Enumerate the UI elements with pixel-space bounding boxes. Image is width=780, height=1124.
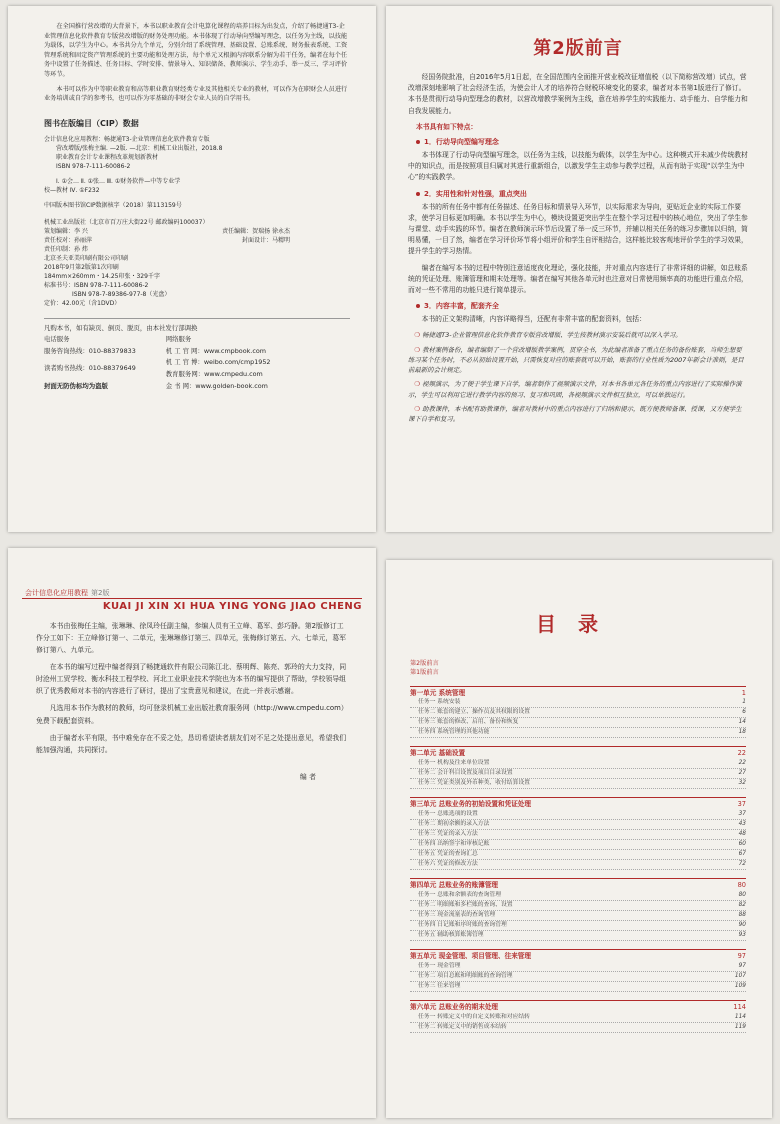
header-book-title: 会计信息化应用教程 第2版	[25, 589, 110, 597]
toc-task[interactable]	[410, 982, 746, 992]
toc-unit[interactable]	[410, 1000, 746, 1013]
toc-unit[interactable]	[410, 686, 746, 699]
cip-block	[44, 135, 350, 210]
signature: 编 者	[299, 772, 316, 781]
preface-paragraph: 在本书的编写过程中编者得到了畅捷通软件有限公司陈江北、蔡明辉、陈亮、郭玲的大力支持，同时沧州工贸学校、衡水科技工程学校、河北工业职业技术学院也为本书的编写提供了帮助，学校领导组织了优秀教师对本书的内容进行了研讨，提出了宝贵意见和建议，在此一并表示感谢。	[36, 663, 347, 696]
section-heading: 3．内容丰富，配套齐全	[416, 301, 748, 311]
toc-preface-entry[interactable]: 第1版前言	[410, 669, 439, 677]
intro-paragraph-2: 本书可以作为中等职业教育和高等职业教育财经类专业及其他相关专业的教材，可以作为在职财会人员进行业务培训或自学的参考书，也可以作为零基础的非财会专业人员的自学用书。	[44, 85, 348, 103]
toc-unit-page: 37	[737, 800, 746, 809]
toc-task-page: 67	[738, 851, 746, 858]
editor-label: 责任编辑：	[222, 227, 253, 235]
toc-unit-name: 第二单元 基础设置	[410, 749, 466, 758]
isbn-standard: 标准书号：ISBN 978-7-111-60086-2	[44, 281, 149, 289]
toc-unit-name: 第六单元 总账业务的期末处理	[410, 1002, 499, 1011]
toc-task[interactable]	[410, 962, 746, 972]
preface-intro: 经国务院批准，自2016年5月1日起，在全国范围内全面推开营业税改征增值税（以下简称营改增）试点，营改增深刻地影响了社会经济生活，为使会计人才的培养符合财税环境变化的要求，编者对本书第1版进行了修订。本书是贯彻行动导向型理念的教材，以营改增教学案例为主线，意在培养学生的实践能力、动手能力、自学能力和自我发展能力。	[408, 73, 748, 115]
toc-task-name: 任务三 往来管理	[418, 982, 461, 989]
toc-task-name: 任务二 明细账和多栏账的查询、设置	[418, 901, 513, 908]
toc-task-page: 22	[738, 760, 746, 767]
printer: 北京圣夫亚美印刷有限公司印刷	[44, 254, 129, 262]
service-line: 机 工 官 网：www.cmpbook.com	[165, 346, 266, 355]
bullet-item	[408, 330, 748, 340]
toc-task-page: 88	[738, 911, 746, 918]
cip-number: 中国版本图书馆CIP数据核字（2018）第113159号	[44, 201, 182, 209]
toc-task-name: 任务二 转账定义中的销售成本结转	[418, 1023, 507, 1030]
toc-page	[386, 560, 772, 1118]
toc-task-name: 任务二 会计科目设置及项目目录设置	[418, 770, 513, 777]
toc-task-name: 任务二 账套的建立、操作员及其权限的设置	[418, 709, 530, 716]
bullet-item	[408, 404, 748, 425]
header-rule	[22, 598, 362, 599]
editor-label: 责任校对：	[44, 236, 75, 244]
edition: 2018年9月第2版第1次印刷	[44, 263, 119, 271]
circle-bullet-icon: ❍	[414, 345, 421, 354]
toc-task[interactable]	[410, 1013, 746, 1023]
toc-task[interactable]	[410, 840, 746, 850]
editor-value: 马精明	[271, 236, 290, 244]
toc-task-name: 任务三 现金流量表的查询管理	[418, 911, 496, 918]
toc-task[interactable]	[410, 708, 746, 718]
notice: 凡购本书，如有缺页、倒页、脱页，由本社发行部调换	[44, 323, 198, 332]
header-edition: 第2版	[91, 589, 110, 597]
editor-row	[44, 227, 350, 236]
toc-task-page: 6	[742, 709, 746, 716]
toc-task[interactable]	[410, 718, 746, 728]
editor-row	[44, 236, 350, 245]
toc-task-page: 90	[738, 921, 746, 928]
toc-task-name: 任务五 凭证的查询汇总	[418, 851, 478, 858]
bullet-item	[408, 345, 748, 376]
toc-task[interactable]	[410, 830, 746, 840]
section-heading: 2．实用性和针对性强，重点突出	[416, 189, 748, 199]
toc-task-page: 60	[738, 841, 746, 848]
toc-unit-name: 第四单元 总账业务的账簿管理	[410, 881, 499, 890]
preface-title: 第2版前言	[533, 38, 623, 59]
service-line: 教育服务网：www.cmpedu.com	[165, 370, 263, 378]
toc-task-name: 任务二 期初余额的录入方法	[418, 821, 490, 828]
running-header	[8, 588, 376, 612]
service-line: 服务咨询热线：010-88379833	[44, 346, 136, 355]
toc-task[interactable]	[410, 728, 746, 738]
notice-block	[44, 318, 350, 393]
toc-task-page: 14	[738, 719, 746, 726]
toc-unit-page: 97	[737, 951, 746, 960]
toc-unit-name: 第三单元 总账业务的初始设置和凭证处理	[410, 800, 531, 809]
toc-task-name: 任务一 转账定义中的自定义转账和对应结转	[418, 1013, 530, 1020]
bullet-text: 教材案例备份，编者编制了一个营改增版教学案例，贯穿全书，为此编者准备了重点任务的备份账套，当师生想要练习某个任务时，不必从初始设置开始，只需恢复对应的账套就可以开始，账套的行业性质为2007年新会计准则，是目前最新的会计规定。	[408, 345, 744, 375]
toc-unit[interactable]	[410, 746, 746, 759]
toc-task-page: 1	[742, 699, 746, 706]
toc-units	[410, 686, 746, 1033]
toc-task[interactable]	[410, 911, 746, 921]
toc-task-name: 任务三 凭证类别及外币种类、收付结算设置	[418, 780, 530, 787]
circle-bullet-icon: ❍	[414, 380, 421, 389]
section-paragraph: 本书体现了行动导向型编写理念，以任务为主线，以技能为载体，以学生为中心。这种模式开未减少传统教材中的知识点，而是按照项目归属对其进行重新组合，以激发学生主动参与教学过程，从而有助于实现“以学生为中心”的实践教学。	[408, 151, 748, 182]
toc-task[interactable]	[410, 850, 746, 860]
cip-title: 图书在版编目（CIP）数据	[44, 118, 139, 128]
toc-task[interactable]	[410, 810, 746, 820]
toc-task-page: 93	[738, 931, 746, 938]
bullet-text: 助教课件，本书配有助教课件，编者对教材中的重点内容进行了归纳和提示，既方便教师备课、授课，又方便学生课下自学和复习。	[408, 404, 742, 424]
section-paragraph: 编者在编写本书的过程中特别注意适度夜化理论，强化技能，并对重点内容进行了非常详细的讲解，如总账系统的凭证处理、账簿管理和期末处理等。编者在编写其他各单元时也注意对日常使用频率高的功能进行重点介绍，而对一些不常用的功能只进行简单提示。	[408, 263, 748, 295]
toc-task-name: 任务三 账套的修改、启用、备份和恢复	[418, 719, 519, 726]
service-line: 金 书 网：www.golden-book.com	[165, 381, 268, 390]
toc-task-page: 107	[734, 972, 746, 979]
copyright-page	[8, 6, 376, 532]
service-line: 电话服务	[44, 335, 70, 344]
toc-unit-name: 第一单元 系统管理	[410, 688, 466, 697]
publisher: 机械工业出版社（北京市百万庄大街22号 邮政编码100037）	[44, 218, 209, 226]
toc-unit[interactable]	[410, 878, 746, 891]
toc-task-name: 任务六 凭证的修改方法	[418, 861, 478, 868]
service-line: 读者购书热线：010-88379649	[44, 364, 136, 373]
toc-task[interactable]	[410, 820, 746, 830]
cip-line: 职业教育会计专业课程改革规划新教材	[56, 153, 159, 161]
preface-body	[8, 612, 376, 756]
toc-task-page: 18	[738, 729, 746, 736]
editor-value: 孙 炜	[74, 245, 88, 253]
cip-class: 校—教材 Ⅳ. ①F232	[44, 186, 100, 194]
cip-line: 会计信息化应用教程：畅捷通T3-企业管理信息化软件教育专版	[44, 135, 210, 143]
service-right	[166, 334, 271, 392]
service-left	[44, 334, 136, 392]
preface-continued-page	[8, 548, 376, 1118]
book-size: 184mm×260mm・14.25印张・329千字	[44, 272, 160, 280]
toc-title: 目录	[536, 612, 620, 636]
anti-piracy-note: 封面无防伪标均为盗版	[44, 382, 108, 390]
toc-task[interactable]	[410, 921, 746, 931]
toc-task-page: 119	[734, 1023, 746, 1030]
toc-task-page: 82	[738, 901, 746, 908]
toc-task[interactable]	[410, 901, 746, 911]
section-paragraph: 本书的所有任务中都有任务描述、任务目标和情景导入环节，以实际需求为导向，更贴近企业的实际工作要求，使学习目标更加明确。本书以学生为中心，模块设置更突出学生在整个学习过程中的核心地位，突出了学生参与课堂、动手实践的环节。编者在教师演示环节后设置了举一反三环节，并辅以相关任务的练习步骤加以归纳，简明易懂，一目了然，编者在学习评价环节将小组评价和学生自评相结合，这样能比较客观地评价学生的学习效果，提升学生的学习热情。	[408, 202, 748, 256]
toc-task-page: 72	[738, 861, 746, 868]
toc-task-page: 37	[738, 811, 746, 818]
toc-unit[interactable]	[410, 949, 746, 962]
editor-value: 孙丽萍	[74, 236, 93, 244]
preface-paragraph: 本书由张梅任主编，张琳琳、徐凤玲任副主编，参编人员有王立峰、葛军、彭巧静。第2版修订工作分工如下：王立峰修订第一、二单元，张琳琳修订第三、四单元，张梅修订第五、六、七单元，葛军修订第八、九单元。	[36, 622, 347, 655]
toc-task[interactable]	[410, 860, 746, 870]
toc-task[interactable]	[410, 759, 746, 769]
toc-task-name: 任务四 出纳签字和审核记账	[418, 841, 490, 848]
toc-task-name: 任务一 总账选项的设置	[418, 811, 478, 818]
toc-unit[interactable]	[410, 797, 746, 810]
toc-task-page: 43	[738, 821, 746, 828]
toc-task-name: 任务一 机构及往来单位设置	[418, 760, 490, 767]
toc-task[interactable]	[410, 1023, 746, 1033]
toc-unit-page: 1	[741, 688, 746, 697]
circle-bullet-icon: ❍	[414, 331, 421, 340]
toc-task[interactable]	[410, 931, 746, 941]
cip-line: 营改增版/张梅主编. —2版. —北京：机械工业出版社，2018.8	[56, 144, 223, 152]
price: 定价：42.00元（含1DVD）	[44, 299, 121, 307]
toc-task[interactable]	[410, 891, 746, 901]
toc-task-name: 任务四 系统管理的其他功能	[418, 729, 490, 736]
preface-paragraph: 凡选用本书作为教材的教师，均可登录机械工业出版社教育服务网（http://www.cmpedu.com）免费下载配套资料。	[36, 704, 348, 725]
toc-task-name: 任务一 现金管理	[418, 962, 461, 969]
intro-paragraph-1: 在全国推行营改增的大背景下，本书以职业教育会计电算化课程的培养目标为出发点，介绍了畅捷通T3-企业管理信息化软件教育专版营改增版的财务处理功能。本书体现了行动导向型编写理念，以任务为主线，以技能为载体，以学生为中心。本书共分九个单元，分别介绍了系统管理、基础设置、总账系统、财务报表系统、工资管理系统和固定资产管理系统的主要功能和处理方法，每个单元又根据内容联系分解为若干任务，编者在每个任务中设置了任务描述、任务目标、学时安排、情景导入、知识储备、教师演示、学生动手、举一反三、学习评价等环节。	[44, 23, 348, 79]
service-line: 网络服务	[165, 335, 192, 344]
section-heading: 1．行动导向型编写理念	[416, 137, 748, 147]
toc-task-page: 97	[738, 962, 746, 969]
editor-label: 策划编辑：	[44, 227, 75, 235]
toc-unit-page: 114	[733, 1002, 746, 1011]
toc-task-name: 任务三 凭证的录入方法	[418, 831, 478, 838]
toc-task-page: 114	[734, 1013, 746, 1020]
toc-task-name: 任务五 辅助核算账簿管理	[418, 931, 484, 938]
cip-line: ISBN 978-7-111-60086-2	[56, 162, 131, 170]
circle-bullet-icon: ❍	[414, 404, 421, 413]
toc-task-name: 任务二 项目总账和明细账的查询管理	[418, 972, 513, 979]
toc-task-page: 80	[738, 891, 746, 898]
editor-label: 封面设计：	[241, 236, 272, 244]
toc-task-page: 32	[738, 780, 746, 787]
bullet-text: 畅捷通T3-企业管理信息化软件教育专版营改增版、学生按教材演示安装后就可以深入学习。	[422, 331, 682, 340]
features-heading: 本书具有如下特点：	[416, 122, 478, 131]
editor-value: 李 兴	[74, 227, 88, 235]
toc-task[interactable]	[410, 972, 746, 982]
toc-preface-entry[interactable]: 第2版前言	[410, 660, 439, 667]
editor-label: 责任印制：	[44, 245, 75, 253]
bullet-item	[408, 379, 748, 400]
editor-value: 贺瑞扬 徐永杰	[252, 227, 290, 235]
service-line: 机 工 官 博：weibo.com/cmp1952	[165, 358, 271, 367]
toc-task-name: 任务四 日记账和序时账的查询管理	[418, 921, 507, 928]
toc-task[interactable]	[410, 779, 746, 789]
preface-paragraph: 由于编者水平有限，书中难免存在不妥之处，恳切希望读者朋友们对不足之处提出意见，希望我们能加强沟通，共同探讨。	[36, 733, 347, 754]
bullet-text: 视频演示，为了便于学生课下自学，编者制作了视频演示文件，对本书各单元各任务的重点内容进行了实际操作演示，学生可以利用它进行教学内容的预习、复习和巩固，各视频演示文件相互独立，可以单独运行。	[408, 380, 742, 399]
toc-task-page: 109	[734, 982, 746, 989]
toc-task-name: 任务一 系统安装	[418, 699, 461, 706]
toc-unit-page: 22	[737, 749, 746, 758]
toc-task-name: 任务一 总账和余额表的查询管理	[418, 891, 501, 898]
toc-task-page: 27	[738, 770, 746, 777]
isbn-disc: ISBN 978-7-89386-977-8（光盘）	[72, 290, 171, 298]
toc-task-page: 48	[738, 831, 746, 838]
editor-row	[44, 245, 350, 254]
section-paragraph: 本书的正文架构清晰，内容详略得当，还配有非常丰富的配套资料，包括：	[421, 315, 646, 324]
toc-unit-page: 80	[737, 881, 746, 890]
publisher-block	[44, 218, 350, 308]
cip-class: Ⅰ. ①会… Ⅱ. ①张… Ⅲ. ①财务软件—中等专业学	[56, 177, 181, 185]
header-pinyin: KUAI JI XIN XI HUA YING YONG JIAO CHENG	[102, 601, 362, 612]
toc-task[interactable]	[410, 769, 746, 779]
toc-unit-name: 第五单元 现金管理、项目管理、往来管理	[410, 951, 531, 960]
preface-page	[386, 6, 772, 532]
toc-task[interactable]	[410, 698, 746, 708]
